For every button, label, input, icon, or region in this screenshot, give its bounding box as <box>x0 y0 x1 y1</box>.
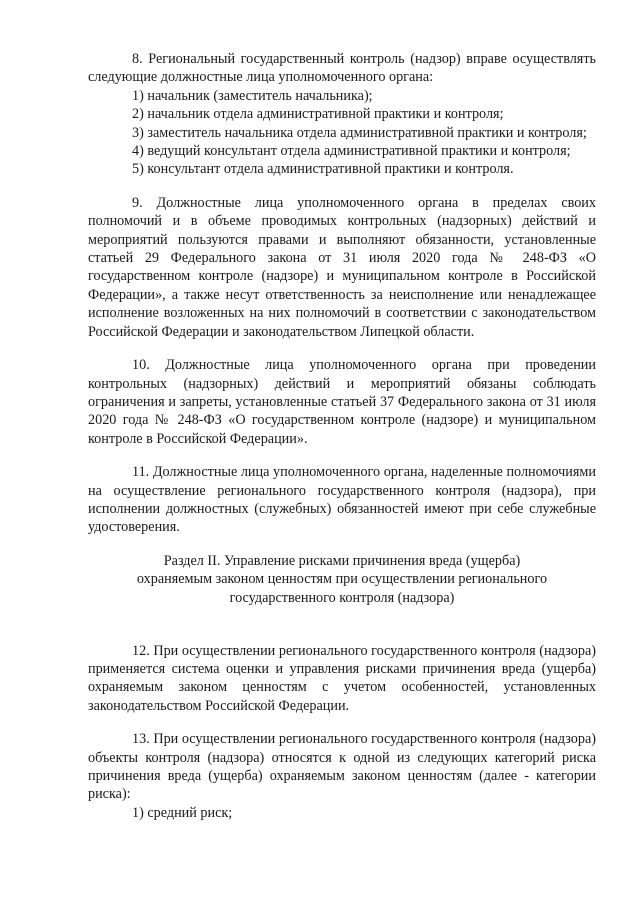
paragraph-8-item-5: 5) консультант отдела административной практики и контроля. <box>132 161 514 178</box>
paragraph-8-item-1: 1) начальник (заместитель начальника); <box>132 87 373 104</box>
document-body <box>88 50 596 822</box>
spacer <box>88 448 596 463</box>
paragraph-12: 12. При осуществлении регионального государственного контроля (надзора) применяется система оценки и управления рисками причинения вреда (ущерба) охраняемым законом ценностям с учетом особенностей, установленных законодательством Российской Федерации. <box>88 642 596 714</box>
paragraph-11: 11. Должностные лица уполномоченного органа, наделенные полномочиями на осуществление регионального государственного контроля (надзора), при исполнении должностных (служебных) обязанностей имеют при себе служебные удостоверения. <box>88 464 596 536</box>
spacer <box>88 179 596 194</box>
spacer <box>88 715 596 730</box>
section-heading-line-3: государственного контроля (надзора) <box>229 589 455 606</box>
paragraph-10: 10. Должностные лица уполномоченного органа при проведении контрольных (надзорных) действий и мероприятий обязаны соблюдать ограничения и запреты, установленные статьей 37 Федерального закона от 31 июля 2020 года № 248-ФЗ «О государственном контроле (надзоре) и муниципальном контроле в Российской Федерации». <box>88 357 596 447</box>
paragraph-8-item-3: 3) заместитель начальника отдела административной практики и контроля; <box>132 124 587 141</box>
paragraph-9: 9. Должностные лица уполномоченного органа в пределах своих полномочий и в объеме проводимых контрольных (надзорных) действий и мероприятий пользуются правами и выполняют обязанности, установленные статьей 29 Федерального закона от 31 июля 2020 года № 248-ФЗ «О государственном контроле (надзоре) и муниципальном контроле в Российской Федерации», а также несут ответственность за неисполнение или ненадлежащее исполнение возложенных на них полномочий в соответствии с законодательством Российской Федерации и законодательством Липецкой области. <box>88 194 596 340</box>
paragraph-8-intro: 8. Региональный государственный контроль (надзор) вправе осуществлять следующие должностные лица уполномоченного органа: <box>88 51 596 86</box>
paragraph-8-item-4: 4) ведущий консультант отдела административной практики и контроля; <box>132 143 571 160</box>
paragraph-8-item-2: 2) начальник отдела административной практики и контроля; <box>132 106 504 123</box>
section-heading <box>88 552 596 608</box>
paragraph-13-intro: 13. При осуществлении регионального государственного контроля (надзора) объекты контроля (надзора) относятся к одной из следующих категорий риска причинения вреда (ущерба) охраняемым законом ценностям (далее - категории риска): <box>88 731 596 803</box>
spacer <box>88 537 596 552</box>
spacer <box>88 608 596 642</box>
section-heading-line-1: Раздел II. Управление рисками причинения вреда (ущерба) <box>163 552 521 569</box>
paragraph-13-item-1: 1) средний риск; <box>132 804 233 821</box>
spacer <box>88 341 596 356</box>
section-heading-line-2: охраняемым законом ценностям при осуществлении регионального <box>136 571 548 588</box>
